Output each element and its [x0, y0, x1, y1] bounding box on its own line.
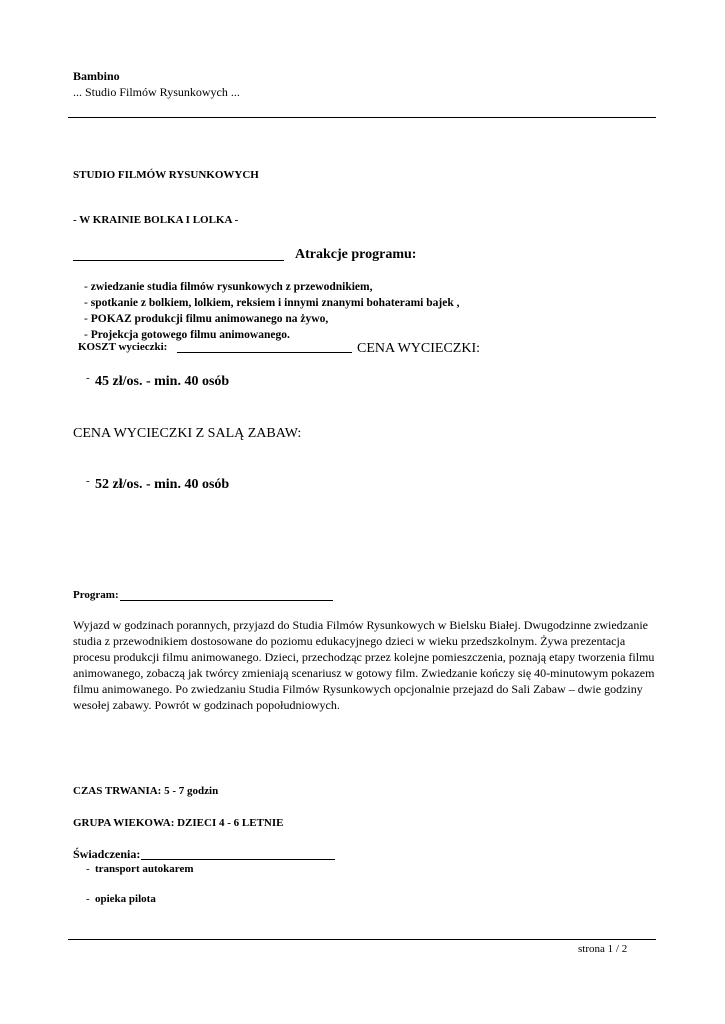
list-item: opieka pilota: [95, 893, 156, 905]
age-group: GRUPA WIEKOWA: DZIECI 4 - 6 LETNIE: [73, 817, 284, 829]
attractions-underline: [73, 260, 284, 261]
service-dash: -: [86, 863, 90, 875]
services-label: Świadczenia:: [73, 847, 141, 861]
list-item: - Projekcja gotowego filmu animowanego.: [84, 327, 459, 343]
header-title: Bambino: [73, 69, 120, 83]
price-label: CENA WYCIECZKI:: [357, 341, 481, 356]
header-divider: [68, 117, 656, 118]
header-subtitle: ... Studio Filmów Rysunkowych ...: [73, 85, 240, 99]
heading-studio: STUDIO FILMÓW RYSUNKOWYCH: [73, 169, 259, 181]
price-playroom-label: CENA WYCIECZKI Z SALĄ ZABAW:: [73, 426, 302, 441]
page-number: strona 1 / 2: [578, 943, 628, 955]
duration: CZAS TRWANIA: 5 - 7 godzin: [73, 785, 219, 797]
price-dash: -: [86, 372, 90, 384]
attractions-list: [84, 279, 459, 343]
list-item: - zwiedzanie studia filmów rysunkowych z przewodnikiem,: [84, 279, 459, 295]
cost-label: KOSZT wycieczki:: [78, 341, 168, 353]
services-underline: [141, 859, 335, 860]
list-item: transport autokarem: [95, 863, 194, 875]
attractions-title: Atrakcje programu:: [295, 247, 417, 262]
program-text: Wyjazd w godzinach porannych, przyjazd do Studia Filmów Rysunkowych w Bielsku Białej. Dwugodzinne zwiedzanie studia z przewodnikiem dostosowane do poziomu edukacyjnego dzieci w wieku przedszkolnym. Żywa prezentacja procesu produkcji filmu animowanego. Dzieci, przechodząc przez kolejne pomieszczenia, poznają etapy tworzenia filmu animowanego, zobaczą jak twórcy zmieniają scenariusz w gotowy film. Zwiedzanie kończy się 40-minutowym pokazem filmu animowanego. Po zwiedzaniu Studia Filmów Rysunkowych opcjonalnie przejazd do Sali Zabaw – dwie godziny wesołej zabawy. Powrót w godzinach popołudniowych.: [73, 618, 655, 712]
program-underline: [120, 600, 333, 601]
price-value: 45 zł/os. - min. 40 osób: [95, 374, 230, 389]
program-label: Program:: [73, 589, 119, 601]
price-playroom-value: 52 zł/os. - min. 40 osób: [95, 477, 230, 492]
heading-bolek-lolek: - W KRAINIE BOLKA I LOLKA -: [73, 214, 239, 226]
service-dash: -: [86, 893, 90, 905]
footer-divider: [68, 939, 656, 940]
list-item: - spotkanie z bolkiem, lolkiem, reksiem i innymi znanymi bohaterami bajek ,: [84, 295, 459, 311]
cost-underline: [177, 352, 352, 353]
list-item: - POKAZ produkcji filmu animowanego na żywo,: [84, 311, 459, 327]
price-playroom-dash: -: [86, 475, 90, 487]
